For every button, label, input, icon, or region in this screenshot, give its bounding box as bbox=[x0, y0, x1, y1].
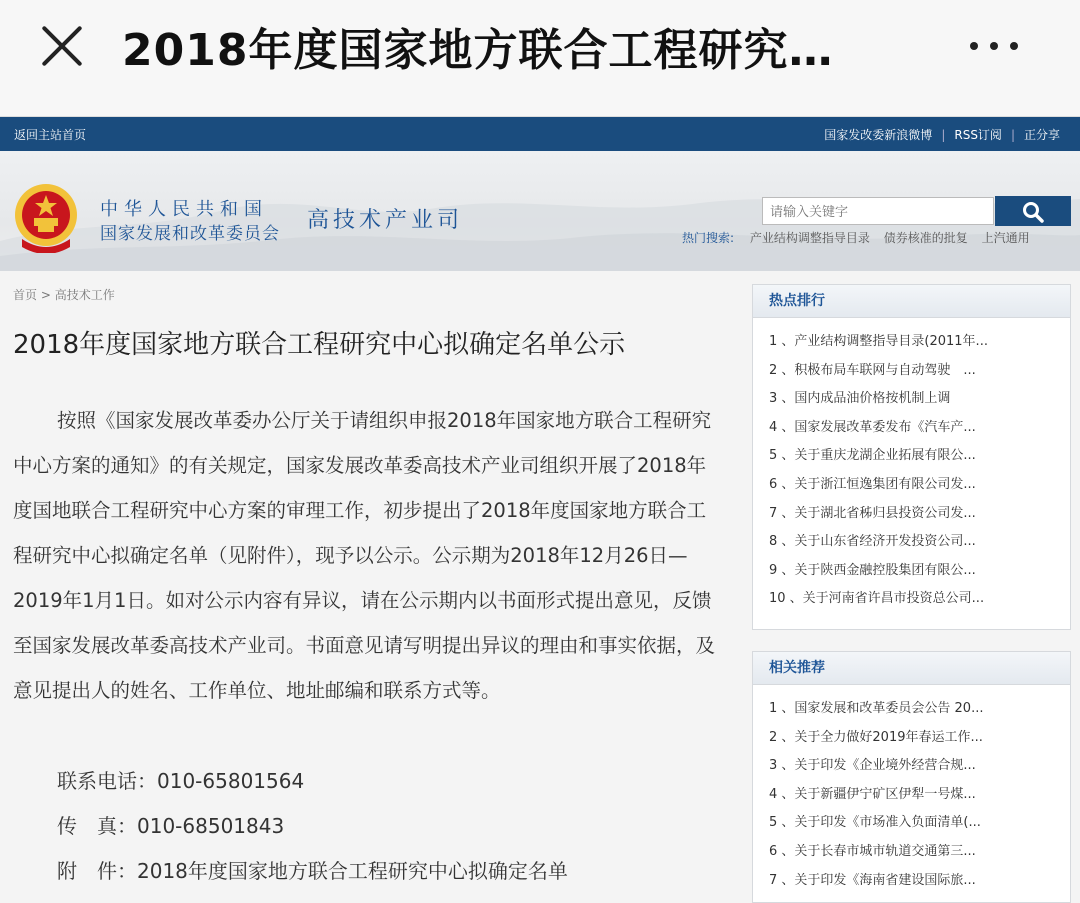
list-item[interactable]: 4 、关于新疆伊宁矿区伊犁一号煤... bbox=[769, 786, 976, 802]
list-item[interactable]: 6 、关于长春市城市轨道交通第三... bbox=[769, 843, 976, 859]
article-title: 2018年度国家地方联合工程研究中心拟确定名单公示 bbox=[13, 330, 626, 360]
list-item[interactable]: 10 、关于河南省许昌市投资总公司... bbox=[769, 591, 985, 607]
list-item[interactable]: 8 、关于山东省经济开发投资公司... bbox=[769, 534, 976, 550]
site-header bbox=[0, 151, 1080, 271]
breadcrumb bbox=[13, 286, 115, 303]
contact-phone: 联系电话：010-65801564 bbox=[57, 769, 305, 793]
related-title: 相关推荐 bbox=[753, 652, 1070, 685]
weibo-link[interactable]: 国家发改委新浪微博 bbox=[824, 128, 933, 142]
site-nav-bar bbox=[0, 117, 1080, 151]
hot-search-link[interactable]: 产业结构调整指导目录 bbox=[749, 231, 870, 245]
list-item[interactable]: 3 、国内成品油价格按机制上调 bbox=[769, 391, 951, 407]
department-name: 高技术产业司 bbox=[307, 208, 464, 233]
list-item[interactable]: 1 、国家发展和改革委员会公告 20... bbox=[769, 701, 984, 716]
page-title: 2018年度国家地方联合工程研究… bbox=[122, 25, 834, 76]
nav-right-links bbox=[824, 126, 1060, 143]
hot-search-label: 热门搜索: bbox=[682, 231, 735, 245]
search-button[interactable] bbox=[995, 196, 1071, 226]
list-item[interactable]: 4 、国家发展改革委发布《汽车产... bbox=[769, 419, 976, 435]
org-name-line1: 中华人民共和国 bbox=[100, 199, 268, 220]
article-body-text: 按照《国家发展改革委办公厅关于请组织申报2018年国家地方联合工程研究中心方案的通知》的有关规定，国家发展改革委高技术产业司组织开展了2018年度国地联合工程研究中心方案的审理工作，初步提出了2018年度国家地方联合工程研究中心拟确定名单（见附件），现予以公示。公示期为2018年12月26日—2019年1月1日。如对公示内容有异议，请在公示期内以书面形式提出意见，反馈至国家发展改革委高技术产业司。书面意见请写明提出异议的理由和事实依据，及意见提出人的姓名、工作单位、地址邮编和联系方式等。 bbox=[13, 409, 716, 702]
home-link[interactable]: 返回主站首页 bbox=[14, 128, 87, 142]
hot-search-link[interactable]: 上汽通用 bbox=[981, 231, 1030, 245]
hot-rank-list bbox=[753, 318, 1070, 620]
list-item[interactable]: 9 、关于陕西金融控股集团有限公... bbox=[769, 562, 976, 578]
hot-search-row bbox=[682, 229, 1040, 246]
breadcrumb-section[interactable]: 高技术工作 bbox=[54, 288, 115, 302]
list-item[interactable]: 3 、关于印发《企业境外经营合规... bbox=[769, 758, 976, 774]
list-item[interactable]: 7 、关于印发《海南省建设国际旅... bbox=[769, 872, 976, 888]
nav-divider: | bbox=[1010, 128, 1015, 142]
national-emblem bbox=[12, 181, 80, 253]
related-panel bbox=[752, 651, 1071, 903]
contact-fax: 传 真：010-68501843 bbox=[57, 814, 285, 838]
breadcrumb-home[interactable]: 首页 bbox=[13, 288, 38, 302]
related-list bbox=[753, 685, 1070, 901]
share-link[interactable]: 正分享 bbox=[1023, 128, 1060, 142]
list-item[interactable]: 2 、积极布局车联网与自动驾驶 ... bbox=[769, 362, 976, 378]
nav-divider: | bbox=[941, 128, 946, 142]
hot-rank-title: 热点排行 bbox=[753, 285, 1070, 318]
list-item[interactable]: 5 、关于重庆龙湖企业拓展有限公... bbox=[769, 448, 976, 464]
list-item[interactable]: 5 、关于印发《市场准入负面清单(... bbox=[769, 815, 981, 831]
rss-link[interactable]: RSS订阅 bbox=[954, 128, 1002, 142]
org-name-line2: 国家发展和改革委员会 bbox=[100, 224, 280, 244]
hot-rank-panel bbox=[752, 284, 1071, 630]
attachment-link[interactable]: 附 件：2018年度国家地方联合工程研究中心拟确定名单 bbox=[57, 859, 568, 883]
more-icon[interactable] bbox=[966, 36, 1026, 56]
search-input[interactable] bbox=[762, 197, 994, 225]
list-item[interactable]: 2 、关于全力做好2019年春运工作... bbox=[769, 729, 983, 745]
list-item[interactable]: 7 、关于湖北省秭归县投资公司发... bbox=[769, 505, 976, 521]
close-icon[interactable] bbox=[38, 22, 86, 70]
article-body bbox=[13, 398, 719, 713]
list-item[interactable]: 1 、产业结构调整指导目录(2011年... bbox=[769, 334, 988, 349]
list-item[interactable]: 6 、关于浙江恒逸集团有限公司发... bbox=[769, 476, 976, 492]
search-icon bbox=[1022, 201, 1044, 223]
breadcrumb-separator: > bbox=[37, 288, 55, 302]
webview-topbar bbox=[0, 0, 1080, 117]
hot-search-link[interactable]: 债券核准的批复 bbox=[883, 231, 968, 245]
